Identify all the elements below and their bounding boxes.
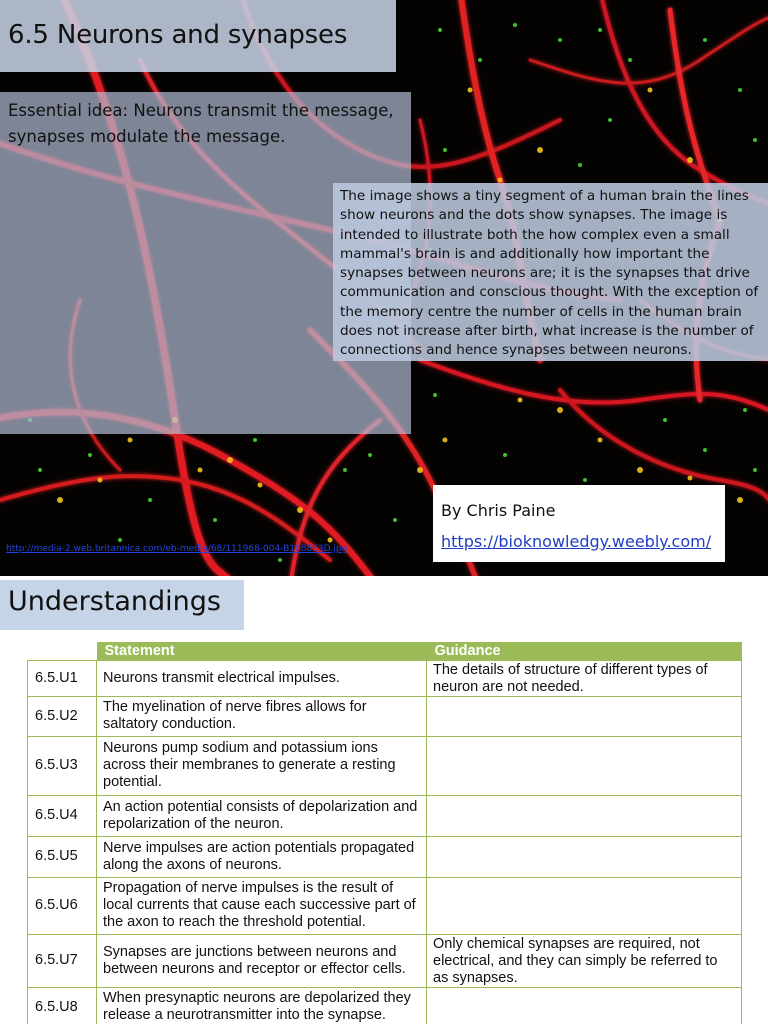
row-guidance — [427, 987, 742, 1024]
row-guidance — [427, 736, 742, 795]
table-row — [28, 877, 742, 934]
row-statement: The myelination of nerve fibres allows for saltatory conduction. — [97, 696, 427, 736]
understandings-heading: Understandings — [8, 586, 221, 617]
row-statement: Neurons transmit electrical impulses. — [97, 660, 427, 696]
understandings-heading-box — [0, 580, 244, 630]
table-row — [28, 987, 742, 1024]
row-code: 6.5.U7 — [28, 934, 97, 987]
row-code: 6.5.U1 — [28, 660, 97, 696]
row-guidance: The details of structure of different types of neuron are not needed. — [427, 660, 742, 696]
row-code: 6.5.U5 — [28, 836, 97, 877]
row-code: 6.5.U2 — [28, 696, 97, 736]
header-guidance: Guidance — [427, 642, 742, 660]
header-statement: Statement — [97, 642, 427, 660]
understandings-table — [27, 642, 742, 1024]
row-code: 6.5.U8 — [28, 987, 97, 1024]
website-link[interactable]: https://bioknowledgy.weebly.com/ — [441, 532, 712, 551]
image-credit-link[interactable]: http://media-2.web.britannica.com/eb-media/68/111968-004-B1088E3D.jpg — [6, 544, 348, 554]
table-row — [28, 696, 742, 736]
row-guidance — [427, 836, 742, 877]
table-row — [28, 660, 742, 696]
row-statement: When presynaptic neurons are depolarized they release a neurotransmitter into the synapse. — [97, 987, 427, 1024]
table-row — [28, 836, 742, 877]
row-statement: Nerve impulses are action potentials propagated along the axons of neurons. — [97, 836, 427, 877]
table-row — [28, 795, 742, 836]
row-statement: Synapses are junctions between neurons and between neurons and receptor or effector cells. — [97, 934, 427, 987]
table-row — [28, 934, 742, 987]
slide-title: 6.5 Neurons and synapses — [8, 20, 348, 50]
slide-title-box — [0, 0, 396, 72]
image-description-box — [333, 183, 768, 361]
header-code — [28, 642, 97, 660]
row-guidance — [427, 795, 742, 836]
table-header-row — [28, 642, 742, 660]
row-code: 6.5.U4 — [28, 795, 97, 836]
author-box — [433, 485, 725, 562]
row-code: 6.5.U6 — [28, 877, 97, 934]
author-name: By Chris Paine — [441, 501, 556, 520]
row-guidance — [427, 877, 742, 934]
essential-idea-text: Essential idea: Neurons transmit the message, synapses modulate the message. — [8, 101, 394, 146]
row-guidance — [427, 696, 742, 736]
row-statement: Neurons pump sodium and potassium ions across their membranes to generate a resting potential. — [97, 736, 427, 795]
row-statement: Propagation of nerve impulses is the result of local currents that cause each successive part of the axon to reach the threshold potential. — [97, 877, 427, 934]
image-description-text: The image shows a tiny segment of a human brain the lines show neurons and the dots show synapses. The image is intended to illustrate both the how complex even a small mammal's brain is and additionally how important the synapses between neurons are; it is the synapses that drive communication and conscious thought. With the exception of the memory centre the number of cells in the human brain does not increase after birth, what increase is the number of connections and hence synapses between neurons. — [340, 188, 759, 359]
row-statement: An action potential consists of depolarization and repolarization of the neuron. — [97, 795, 427, 836]
row-guidance: Only chemical synapses are required, not electrical, and they can simply be referred to as synapses. — [427, 934, 742, 987]
table-row — [28, 736, 742, 795]
row-code: 6.5.U3 — [28, 736, 97, 795]
